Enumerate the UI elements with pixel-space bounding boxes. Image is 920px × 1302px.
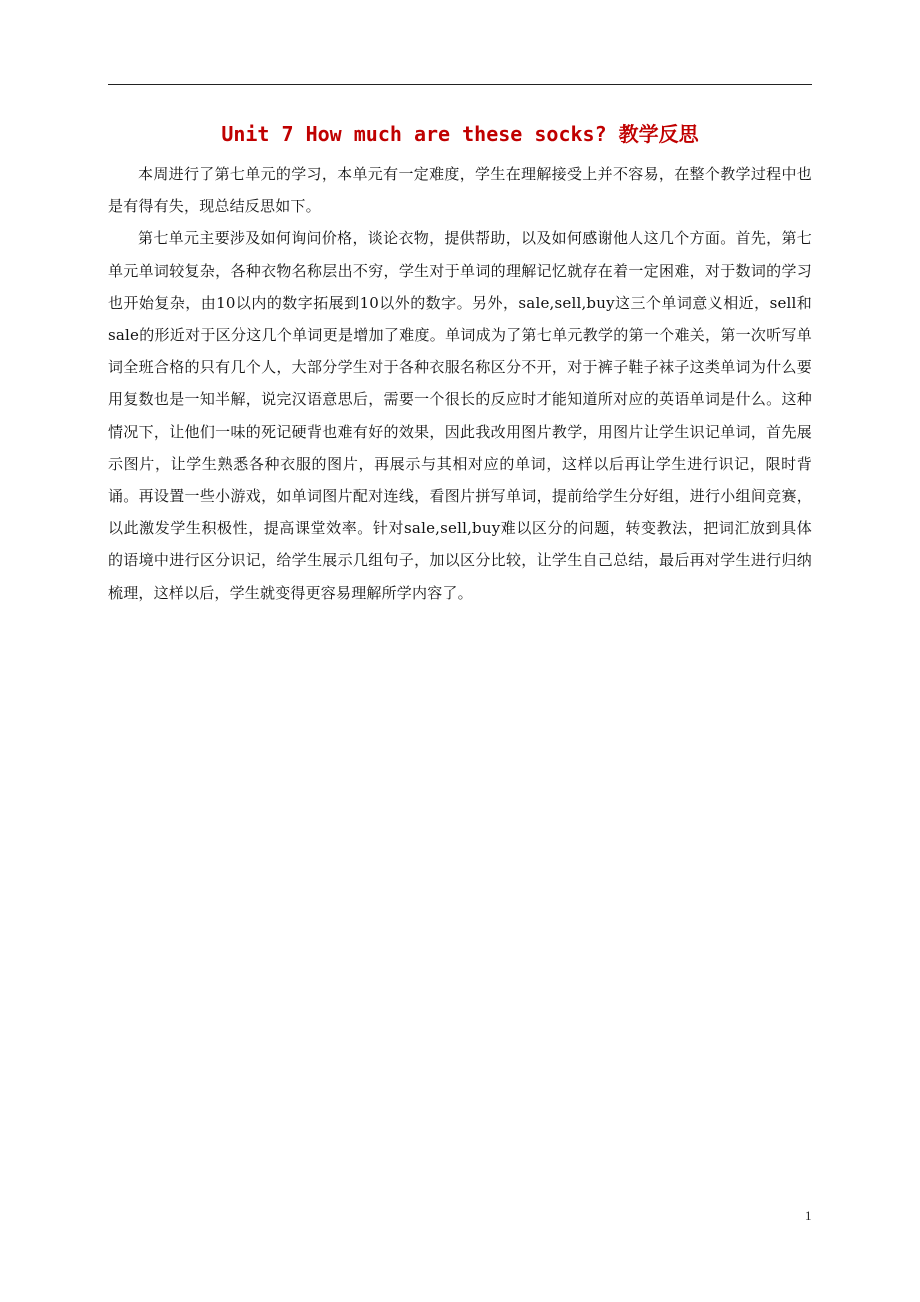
document-body <box>108 158 812 609</box>
page-number: 1 <box>805 1208 812 1223</box>
paragraph-reflection: 第七单元主要涉及如何询问价格，谈论衣物，提供帮助，以及如何感谢他人这几个方面。首先，第七单元单词较复杂，各种衣物名称层出不穷，学生对于单词的理解记忆就存在着一定困难，对于数词的学习也开始复杂，由10以内的数字拓展到10以外的数字。另外，sale,sell,buy这三个单词意义相近，sell和sale的形近对于区分这几个单词更是增加了难度。单词成为了第七单元教学的第一个难关，第一次听写单词全班合格的只有几个人，大部分学生对于各种衣服名称区分不开，对于裤子鞋子袜子这类单词为什么要用复数也是一知半解，说完汉语意思后，需要一个很长的反应时才能知道所对应的英语单词是什么。这种情况下，让他们一味的死记硬背也难有好的效果，因此我改用图片教学，用图片让学生识记单词，首先展示图片，让学生熟悉各种衣服的图片，再展示与其相对应的单词，这样以后再让学生进行识记，限时背诵。再设置一些小游戏，如单词图片配对连线，看图片拼写单词，提前给学生分好组，进行小组间竞赛，以此激发学生积极性，提高课堂效率。针对sale,sell,buy难以区分的问题，转变教法，把词汇放到具体的语境中进行区分识记，给学生展示几组句子，加以区分比较，让学生自己总结，最后再对学生进行归纳梳理，这样以后，学生就变得更容易理解所学内容了。 <box>108 229 812 602</box>
document-title: Unit 7 How much are these socks? 教学反思 <box>221 122 699 146</box>
paragraph-intro: 本周进行了第七单元的学习，本单元有一定难度，学生在理解接受上并不容易，在整个教学过程中也是有得有失，现总结反思如下。 <box>108 165 812 216</box>
header-rule <box>108 84 812 85</box>
